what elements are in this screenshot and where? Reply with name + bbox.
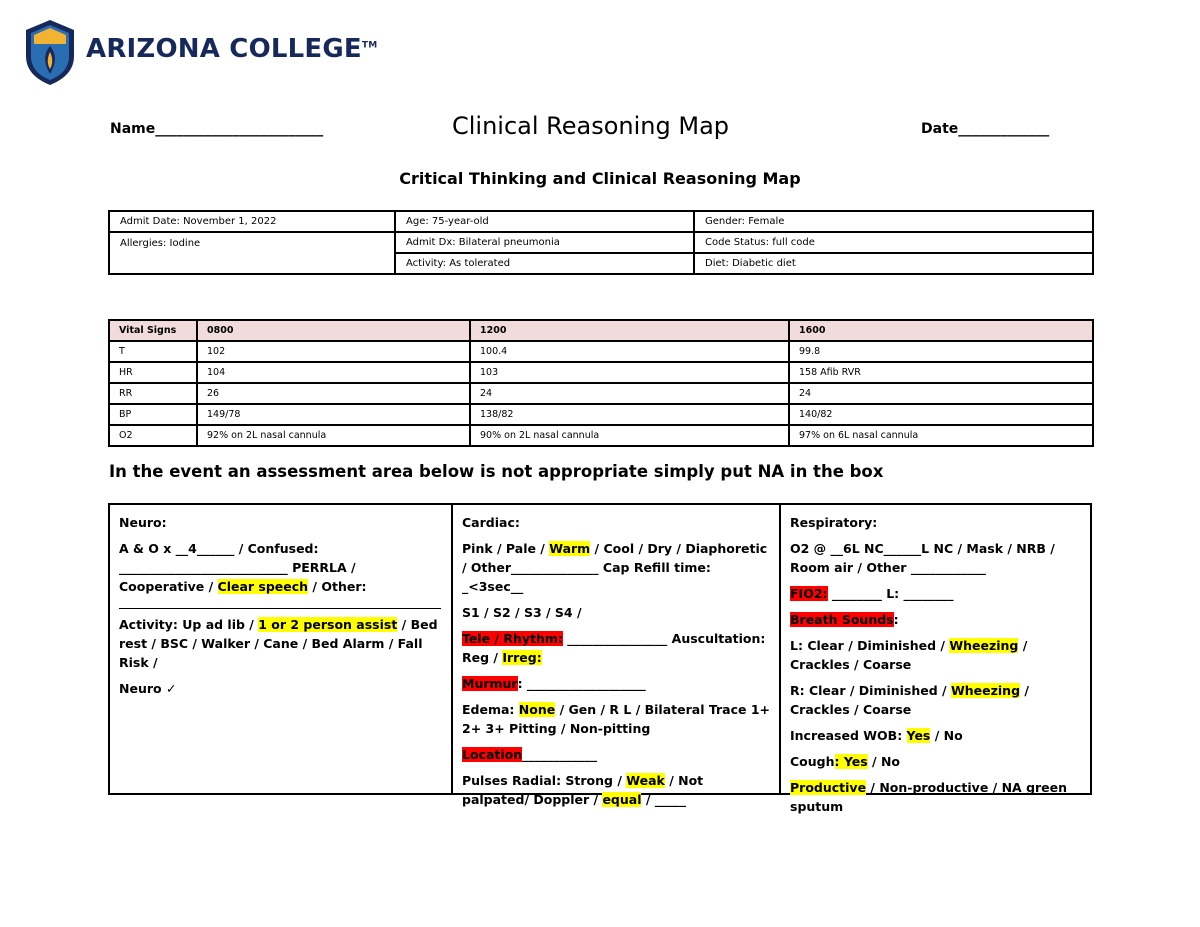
table-cell: 149/78 <box>197 404 470 425</box>
breath-sounds-colon: : <box>893 612 899 627</box>
table-header-row <box>109 320 1093 341</box>
neuro-perrla: ___________________________ PERRLA / <box>119 560 356 575</box>
table-row <box>109 253 1093 274</box>
table-cell: 140/82 <box>789 404 1093 425</box>
instruction-text: In the event an assessment area below is not appropriate simply put NA in the box <box>109 462 884 481</box>
neuro-cooperative <box>119 577 443 596</box>
table-cell: O2 <box>109 425 197 446</box>
irreg-highlight: Irreg: <box>502 650 542 665</box>
murmur-highlight: Murmur <box>462 676 518 691</box>
logo-text: ARIZONA COLLEGE <box>86 34 362 64</box>
cardiac-murmur <box>462 674 771 693</box>
name-field[interactable]: Name________________________ <box>110 121 324 137</box>
activity-cell: Activity: As tolerated <box>395 253 694 274</box>
cardiac-edema <box>462 700 771 738</box>
skin-options-text: / Cool / Dry / Diaphoretic / Other______________ Cap Refill time: _<3sec__ <box>462 541 768 594</box>
right-lung-options-text: / Crackles / Coarse <box>790 683 1029 717</box>
admission-info-table <box>108 210 1094 275</box>
activity-text: Activity: Up ad lib / <box>119 617 259 632</box>
neuro-heading: Neuro: <box>119 515 167 530</box>
table-cell: 90% on 2L nasal cannula <box>470 425 789 446</box>
resp-left-lung <box>790 636 1082 674</box>
cough-text: Cough <box>790 754 835 769</box>
edema-options-text: / Gen / R L / Bilateral Trace 1+ 2+ 3+ Pitting / Non-pitting <box>462 702 770 736</box>
tele-rhythm-highlight: Tele / Rhythm: <box>462 631 563 646</box>
shield-flame-icon <box>24 18 76 86</box>
table-cell: T <box>109 341 197 362</box>
allergies-cell: Allergies: Iodine <box>109 232 395 253</box>
neuro-other-text: / Other: <box>308 579 367 594</box>
gender-cell: Gender: Female <box>694 211 1093 232</box>
wob-text: Increased WOB: <box>790 728 907 743</box>
weak-highlight: Weak <box>626 773 665 788</box>
clear-speech-highlight: Clear speech <box>217 579 309 594</box>
table-cell: 24 <box>470 383 789 404</box>
resp-o2: O2 @ __6L NC______L NC / Mask / NRB / Room air / Other ____________ <box>790 541 1055 575</box>
right-wheezing-highlight: Wheezing <box>950 683 1021 698</box>
resp-breath-sounds <box>790 610 1082 629</box>
left-lung-text: L: Clear / Diminished / <box>790 638 950 653</box>
table-cell: 138/82 <box>470 404 789 425</box>
none-highlight: None <box>518 702 556 717</box>
empty-cell <box>109 253 395 274</box>
edema-text: Edema: <box>462 702 519 717</box>
arizona-college-logo <box>24 18 384 90</box>
table-row <box>109 362 1093 383</box>
table-cell: 102 <box>197 341 470 362</box>
pulses-text: Pulses Radial: Strong / <box>462 773 627 788</box>
table-cell: RR <box>109 383 197 404</box>
pulses-end-text: / _____ <box>641 792 687 807</box>
productive-highlight: Productive <box>790 780 867 795</box>
table-row <box>109 404 1093 425</box>
neuro-cooperative-text: Cooperative / <box>119 579 218 594</box>
table-row <box>109 341 1093 362</box>
table-row <box>109 425 1093 446</box>
pulses-options-text: / Not palpated/ Doppler / <box>462 773 704 807</box>
resp-productive <box>790 778 1082 816</box>
cardiac-tele <box>462 629 771 667</box>
neuro-column <box>110 505 453 793</box>
assessment-table <box>108 503 1092 814</box>
trademark-mark: TM <box>361 40 378 51</box>
skin-text: Pink / Pale / <box>462 541 550 556</box>
respiratory-heading: Respiratory: <box>790 515 878 530</box>
fio2-highlight: FIO2: <box>790 586 828 601</box>
neuro-aox: A & O x __4______ / Confused: <box>119 541 319 556</box>
page-subtitle: Critical Thinking and Clinical Reasoning Map <box>399 169 801 188</box>
diet-cell: Diet: Diabetic diet <box>694 253 1093 274</box>
age-cell: Age: 75-year-old <box>395 211 694 232</box>
table-cell: 103 <box>470 362 789 383</box>
resp-wob <box>790 726 1082 745</box>
wob-no-text: / No <box>930 728 963 743</box>
resp-right-lung <box>790 681 1082 719</box>
resp-fio2 <box>790 584 1082 603</box>
table-cell: 158 Afib RVR <box>789 362 1093 383</box>
cardiac-pulses <box>462 771 771 809</box>
resp-cough <box>790 752 1082 771</box>
table-cell: 104 <box>197 362 470 383</box>
cardiac-heading: Cardiac: <box>462 515 520 530</box>
page-title: Clinical Reasoning Map <box>452 112 730 140</box>
neuro-other-line <box>119 596 441 609</box>
location-highlight: Location <box>462 747 523 762</box>
tele-text: ________________ Auscultation: Reg / <box>462 631 766 665</box>
column-header: 1200 <box>470 320 789 341</box>
neuro-check: Neuro ✓ <box>119 681 177 696</box>
table-row <box>109 232 1093 253</box>
vital-signs-table <box>108 319 1094 447</box>
heart-sounds: S1 / S2 / S3 / S4 / <box>462 605 582 620</box>
column-header: 1600 <box>789 320 1093 341</box>
left-lung-options-text: / Crackles / Coarse <box>790 638 1028 672</box>
productive-options-text: / Non-productive / NA green sputum <box>790 780 1068 814</box>
table-cell: 100.4 <box>470 341 789 362</box>
activity-options-text: / Bed rest / BSC / Walker / Cane / Bed Alarm / Fall Risk / <box>119 617 438 670</box>
cardiac-column <box>453 505 781 807</box>
neuro-activity <box>119 615 443 672</box>
table-cell: 99.8 <box>789 341 1093 362</box>
left-wheezing-highlight: Wheezing <box>949 638 1019 653</box>
table-cell: 26 <box>197 383 470 404</box>
equal-highlight: equal <box>602 792 642 807</box>
cardiac-location <box>462 745 771 764</box>
table-cell: 24 <box>789 383 1093 404</box>
admit-date-cell: Admit Date: November 1, 2022 <box>109 211 395 232</box>
breath-sounds-highlight: Breath Sounds <box>790 612 894 627</box>
assist-highlight: 1 or 2 person assist <box>258 617 398 632</box>
murmur-text: : ___________________ <box>517 676 646 691</box>
warm-highlight: Warm <box>549 541 591 556</box>
admit-dx-cell: Admit Dx: Bilateral pneumonia <box>395 232 694 253</box>
column-header: Vital Signs <box>109 320 197 341</box>
cardiac-skin <box>462 539 771 596</box>
column-header: 0800 <box>197 320 470 341</box>
table-cell: 92% on 2L nasal cannula <box>197 425 470 446</box>
logo-wordmark <box>86 34 377 64</box>
fio2-text: ________ L: ________ <box>827 586 954 601</box>
table-cell: HR <box>109 362 197 383</box>
cough-yes-highlight: : Yes <box>834 754 868 769</box>
cough-no-text: / No <box>867 754 901 769</box>
table-cell: BP <box>109 404 197 425</box>
table-row <box>109 211 1093 232</box>
table-cell: 97% on 6L nasal cannula <box>789 425 1093 446</box>
location-text: ____________ <box>522 747 598 762</box>
respiratory-column <box>781 505 1090 814</box>
table-row <box>109 383 1093 404</box>
right-lung-text: R: Clear / Diminished / <box>790 683 951 698</box>
code-status-cell: Code Status: full code <box>694 232 1093 253</box>
date-field[interactable]: Date_____________ <box>921 121 1050 137</box>
wob-yes-highlight: Yes <box>906 728 931 743</box>
